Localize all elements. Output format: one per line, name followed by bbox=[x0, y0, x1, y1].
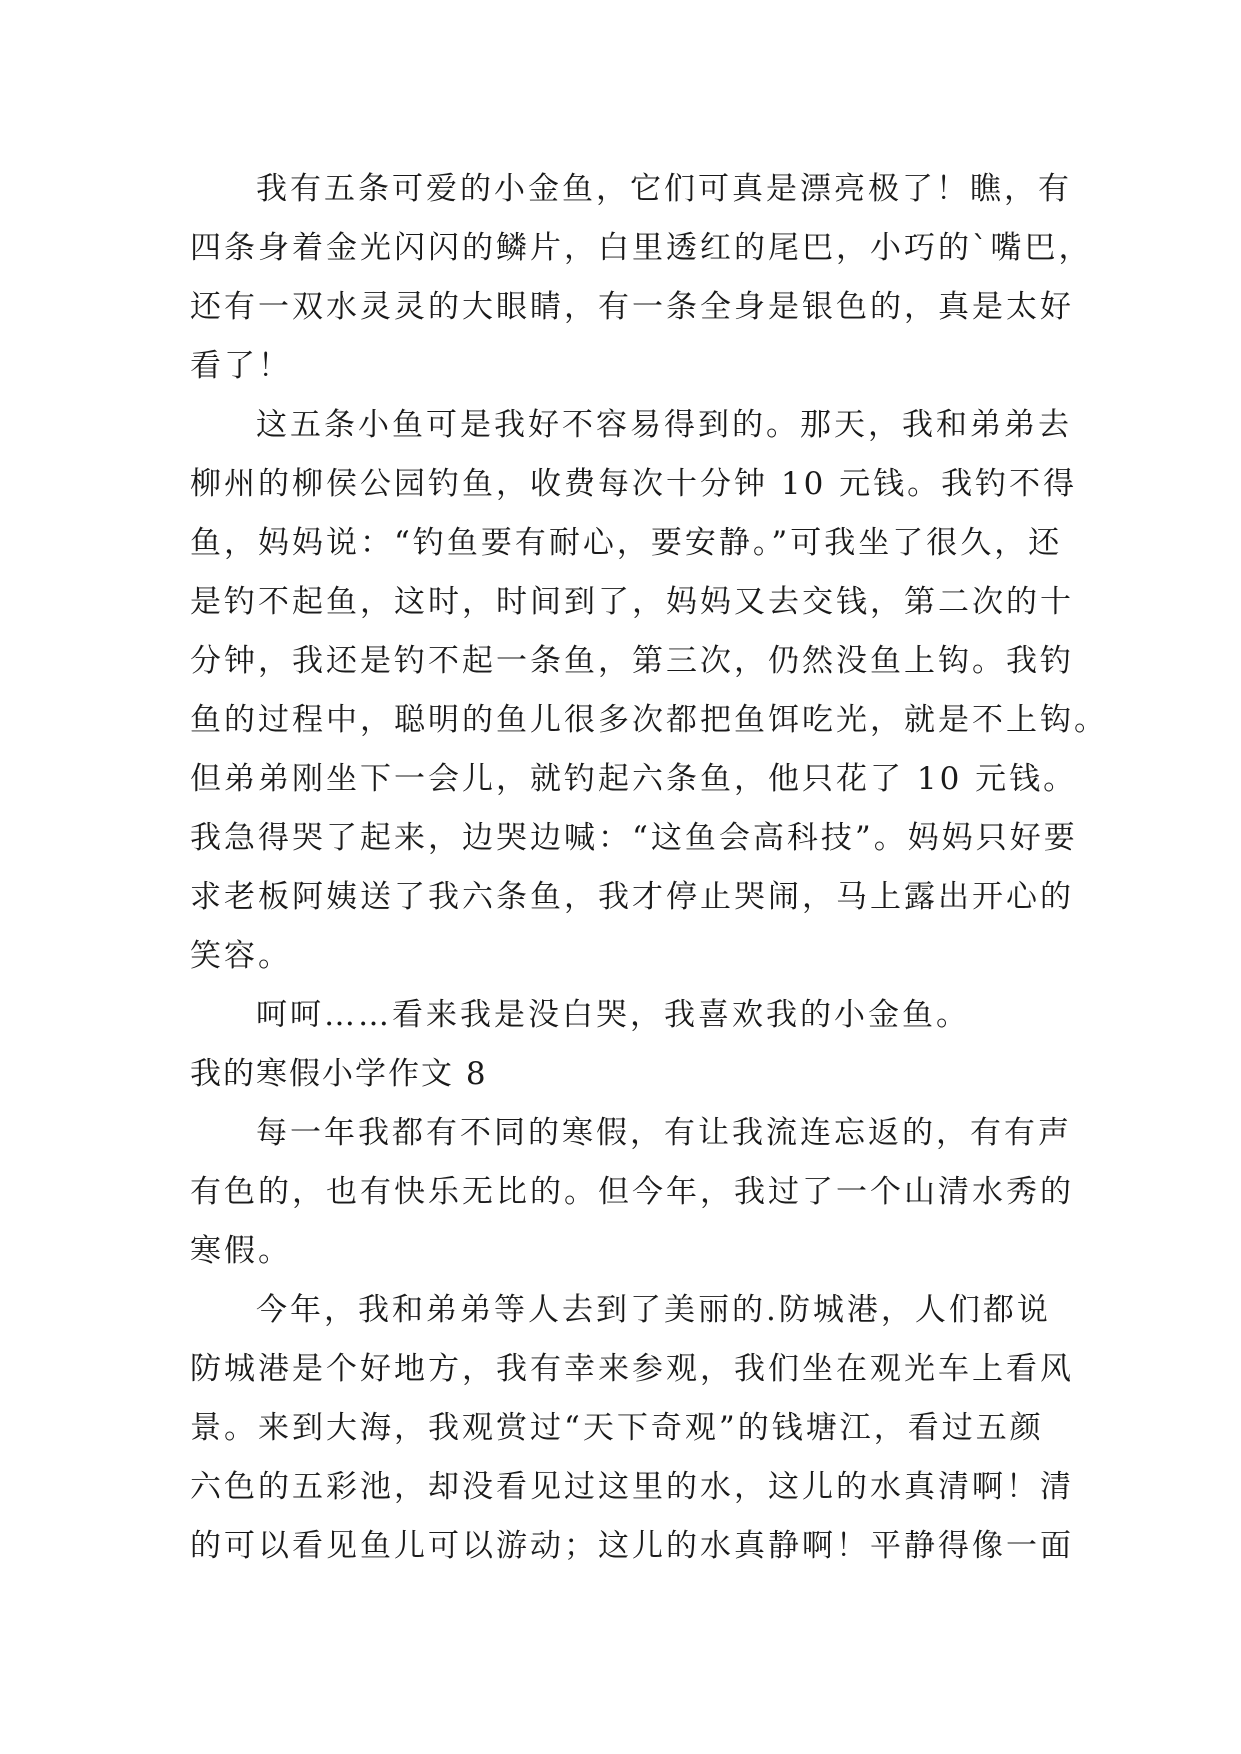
text-line: 的可以看见鱼儿可以游动；这儿的水真静啊！平静得像一面 bbox=[190, 1528, 1074, 1564]
text-line: 分钟，我还是钓不起一条鱼，第三次，仍然没鱼上钩。我钓 bbox=[190, 643, 1074, 679]
text-line: 六色的五彩池，却没看见过这里的水，这儿的水真清啊！清 bbox=[190, 1469, 1074, 1505]
paragraph bbox=[190, 1104, 1074, 1281]
text-line: 看了！ bbox=[190, 348, 292, 384]
paragraph bbox=[190, 396, 1108, 986]
text-line: 还有一双水灵灵的大眼睛，有一条全身是银色的，真是太好 bbox=[190, 289, 1074, 325]
text-line: 柳州的柳侯公园钓鱼，收费每次十分钟 10 元钱。我钓不得 bbox=[190, 466, 1078, 502]
text-line: 防城港是个好地方，我有幸来参观，我们坐在观光车上看风 bbox=[190, 1351, 1074, 1387]
text-line: 但弟弟刚坐下一会儿，就钓起六条鱼，他只花了 10 元钱。 bbox=[190, 761, 1078, 797]
text-line: 我有五条可爱的小金鱼，它们可真是漂亮极了！瞧，有 bbox=[256, 171, 1072, 207]
text-line: 笑容。 bbox=[190, 938, 292, 974]
text-line: 景。来到大海，我观赏过“天下奇观”的钱塘江，看过五颜 bbox=[190, 1410, 1044, 1446]
text-line: 呵呵……看来我是没白哭，我喜欢我的小金鱼。 bbox=[256, 997, 970, 1033]
text-line: 寒假。 bbox=[190, 1233, 292, 1269]
paragraph bbox=[190, 1281, 1074, 1576]
text-line: 我急得哭了起来，边哭边喊：“这鱼会高科技”。妈妈只好要 bbox=[190, 820, 1078, 856]
text-line: 求老板阿姨送了我六条鱼，我才停止哭闹，马上露出开心的 bbox=[190, 879, 1074, 915]
paragraph bbox=[190, 986, 1050, 1045]
text-line: 每一年我都有不同的寒假，有让我流连忘返的，有有声 bbox=[256, 1115, 1072, 1151]
paragraph bbox=[190, 160, 1093, 396]
text-line: 有色的，也有快乐无比的。但今年，我过了一个山清水秀的 bbox=[190, 1174, 1074, 1210]
text-line: 鱼的过程中，聪明的鱼儿很多次都把鱼饵吃光，就是不上钩。 bbox=[190, 702, 1108, 738]
section-heading: 我的寒假小学作文 8 bbox=[190, 1056, 488, 1092]
text-line: 是钓不起鱼，这时，时间到了，妈妈又去交钱，第二次的十 bbox=[190, 584, 1074, 620]
text-line: 鱼，妈妈说：“钓鱼要有耐心，要安静。”可我坐了很久，还 bbox=[190, 525, 1063, 561]
text-line: 今年，我和弟弟等人去到了美丽的.防城港，人们都说 bbox=[256, 1292, 1051, 1328]
text-line: 四条身着金光闪闪的鳞片，白里透红的尾巴，小巧的`嘴巴， bbox=[190, 230, 1093, 266]
document-page bbox=[190, 160, 1108, 1576]
text-line: 这五条小鱼可是我好不容易得到的。那天，我和弟弟去 bbox=[256, 407, 1072, 443]
